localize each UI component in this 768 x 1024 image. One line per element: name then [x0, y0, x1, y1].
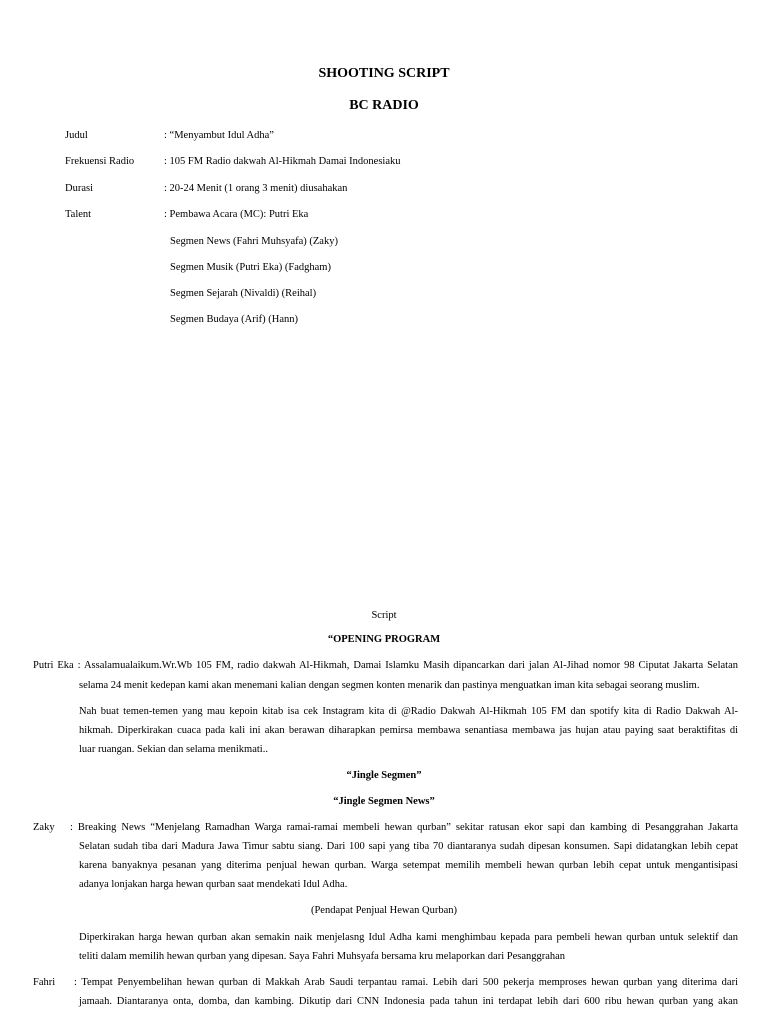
talent-item: Segmen Musik (Putri Eka) (Fadgham)	[170, 262, 331, 273]
putri-p2-line-2: hikmah. Diperkirakan cuaca pada kali ini akan berawan diharapkan pemirsa membawa senantiasa membawa jas hujan atau paying saat beraktifitas di	[79, 725, 738, 736]
talent-item: Segmen Sejarah (Nivaldi) (Reihal)	[170, 288, 317, 299]
judul-value: : “Menyambut Idul Adha”	[164, 130, 274, 141]
judul-label: Judul	[65, 130, 88, 141]
zaky-line-1: : Breaking News “Menjelang Ramadhan Warga ramai-ramai membeli hewan qurban” sekitar ratusan ekor sapi dan kambing di Pesanggrahan Jakarta	[70, 822, 738, 833]
zaky-line-2: Selatan sudah tiba dari Madura Jawa Timur sabtu siang. Dari 100 sapi yang tiba 70 diantaranya sudah dipesan konsumen. Sapi didatangkan lebih cepat	[79, 841, 738, 852]
frekuensi-label: Frekuensi Radio	[65, 156, 135, 167]
zaky-line-4: adanya lonjakan harga hewan qurban saat mendekati Idul Adha.	[79, 879, 348, 890]
talent-item: Segmen News (Fahri Muhsyafa) (Zaky)	[170, 236, 338, 247]
talent-label: Talent	[65, 209, 92, 220]
durasi-label: Durasi	[65, 183, 93, 194]
putri-p2-line-3: luar ruangan. Sekian dan selama menikmati..	[79, 744, 268, 755]
document-subtitle: BC RADIO	[349, 98, 419, 113]
fahri-line-1: : Tempat Penyembelihan hewan qurban di Makkah Arab Saudi terpantau ramai. Lebih dari 500 pekerja memproses hewan qurban yang diterima dari	[74, 977, 738, 988]
document-title: SHOOTING SCRIPT	[318, 66, 450, 81]
frekuensi-value: : 105 FM Radio dakwah Al-Hikmah Damai Indonesiaku	[164, 156, 401, 167]
jingle-news-heading: “Jingle Segmen News”	[333, 796, 435, 807]
putri-line-1: Putri Eka : Assalamualaikum.Wr.Wb 105 FM, radio dakwah Al-Hikmah, Damai Islamku Masih dipancarkan dari jalan Al-Jihad nomor 98 Ciputat Jakarta Selatan	[33, 660, 738, 671]
fahri-line-2: jamaah. Diantaranya onta, domba, dan kambing. Dikutip dari CNN Indonesia pada tahun ini terdapat lebih dari 600 ribu hewan qurban yang akan	[79, 996, 738, 1007]
durasi-value: : 20-24 Menit (1 orang 3 menit) diusahakan	[164, 183, 348, 194]
zaky-line-3: karena banyaknya pesanan yang diterima penjual hewan qurban. Warga setempat memilih membeli hewan qurban lebih cepat untuk mengantisipasi	[79, 860, 738, 871]
script-heading: Script	[371, 610, 397, 621]
opening-program-heading: “OPENING PROGRAM	[327, 634, 441, 645]
putri-p2-line-1: Nah buat temen-temen yang mau kepoin kitab isa cek Instagram kita di @Radio Dakwah Al-Hikmah 105 FM dan spotify kita di Radio Dakwah Al-	[79, 706, 738, 717]
pendapat-line-1: Diperkirakan harga hewan qurban akan semakin naik menjelasng Idul Adha kami menghimbau kepada para pembeli hewan qurban untuk selektif dan	[79, 932, 738, 943]
putri-line-2: selama 24 menit kedepan kami akan menemani kalian dengan segmen konten menarik dan pastinya menguatkan iman kita sebagai seorang muslim.	[79, 680, 700, 691]
jingle-segmen-heading: “Jingle Segmen”	[346, 770, 422, 781]
pendapat-line-2: teliti dalam memilih hewan qurban yang dipesan. Saya Fahri Muhsyafa bersama kru melaporkan dari Pesanggrahan	[79, 951, 566, 962]
zaky-speaker: Zaky	[33, 822, 55, 833]
pendapat-heading: (Pendapat Penjual Hewan Qurban)	[310, 905, 458, 916]
talent-item: Segmen Budaya (Arif) (Hann)	[170, 314, 298, 325]
fahri-speaker: Fahri	[33, 977, 56, 988]
talent-value: : Pembawa Acara (MC): Putri Eka	[164, 209, 309, 220]
